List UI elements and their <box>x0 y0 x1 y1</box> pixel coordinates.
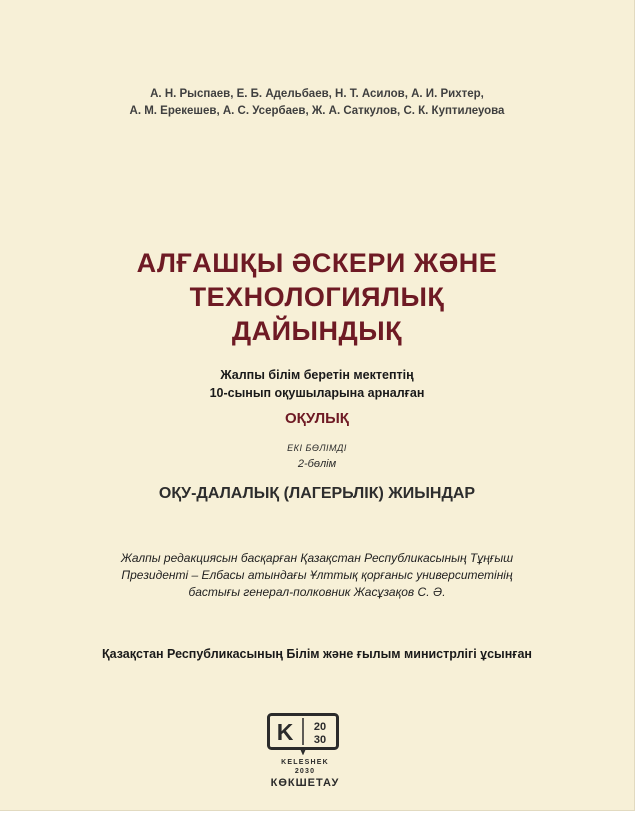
section-title: ОҚУ-ДАЛАЛЫҚ (ЛАГЕРЬЛІК) ЖИЫНДАР <box>158 485 476 502</box>
logo-year-bottom: 30 <box>313 734 327 746</box>
publisher-logo-icon <box>267 713 339 755</box>
publisher-year: 2030 <box>294 768 316 775</box>
book-title-line-1: АЛҒАШҚЫ ӘСКЕРИ ЖӘНЕ <box>136 248 498 278</box>
book-title-line-3: ДАЙЫНДЫҚ <box>231 316 403 346</box>
subtitle-line-1: Жалпы білім беретін мектептің <box>220 368 414 382</box>
ministry-recommendation: Қазақстан Республикасының Білім және ғылым министрлігі ұсынған <box>102 647 532 661</box>
part-number: 2-бөлім <box>297 458 337 470</box>
publisher-name <box>0 758 610 776</box>
book-title <box>0 246 634 348</box>
publisher-name-text: KELESHEK <box>281 759 329 766</box>
editor-line-2: Президенті – Елбасы атындағы Ұлттық қорғаныс университетінің <box>121 568 513 582</box>
authors <box>0 86 634 120</box>
authors-line-1: А. Н. Рыспаев, Е. Б. Адельбаев, Н. Т. Асилов, А. И. Рихтер, <box>150 88 484 100</box>
editor-note <box>0 550 634 601</box>
publisher-city: КӨКШЕТАУ <box>270 777 340 789</box>
book-title-line-2: ТЕХНОЛОГИЯЛЫҚ <box>189 282 445 312</box>
parts-count: ЕКІ БӨЛІМДІ <box>287 443 347 453</box>
book-type: ОҚУЛЫҚ <box>285 410 349 427</box>
logo-year-top: 20 <box>313 721 327 733</box>
book-subtitle <box>0 366 634 402</box>
authors-line-2: А. М. Ерекешев, А. С. Усербаев, Ж. А. Саткулов, С. К. Куптилеуова <box>129 105 505 117</box>
logo-letter: K <box>276 719 294 745</box>
editor-line-3: бастығы генерал-полковник Жасұзақов С. Ә. <box>188 585 446 599</box>
editor-line-1: Жалпы редакциясын басқарған Қазақстан Республикасының Тұңғыш <box>120 551 514 565</box>
subtitle-line-2: 10-сынып оқушыларына арналған <box>209 386 425 400</box>
